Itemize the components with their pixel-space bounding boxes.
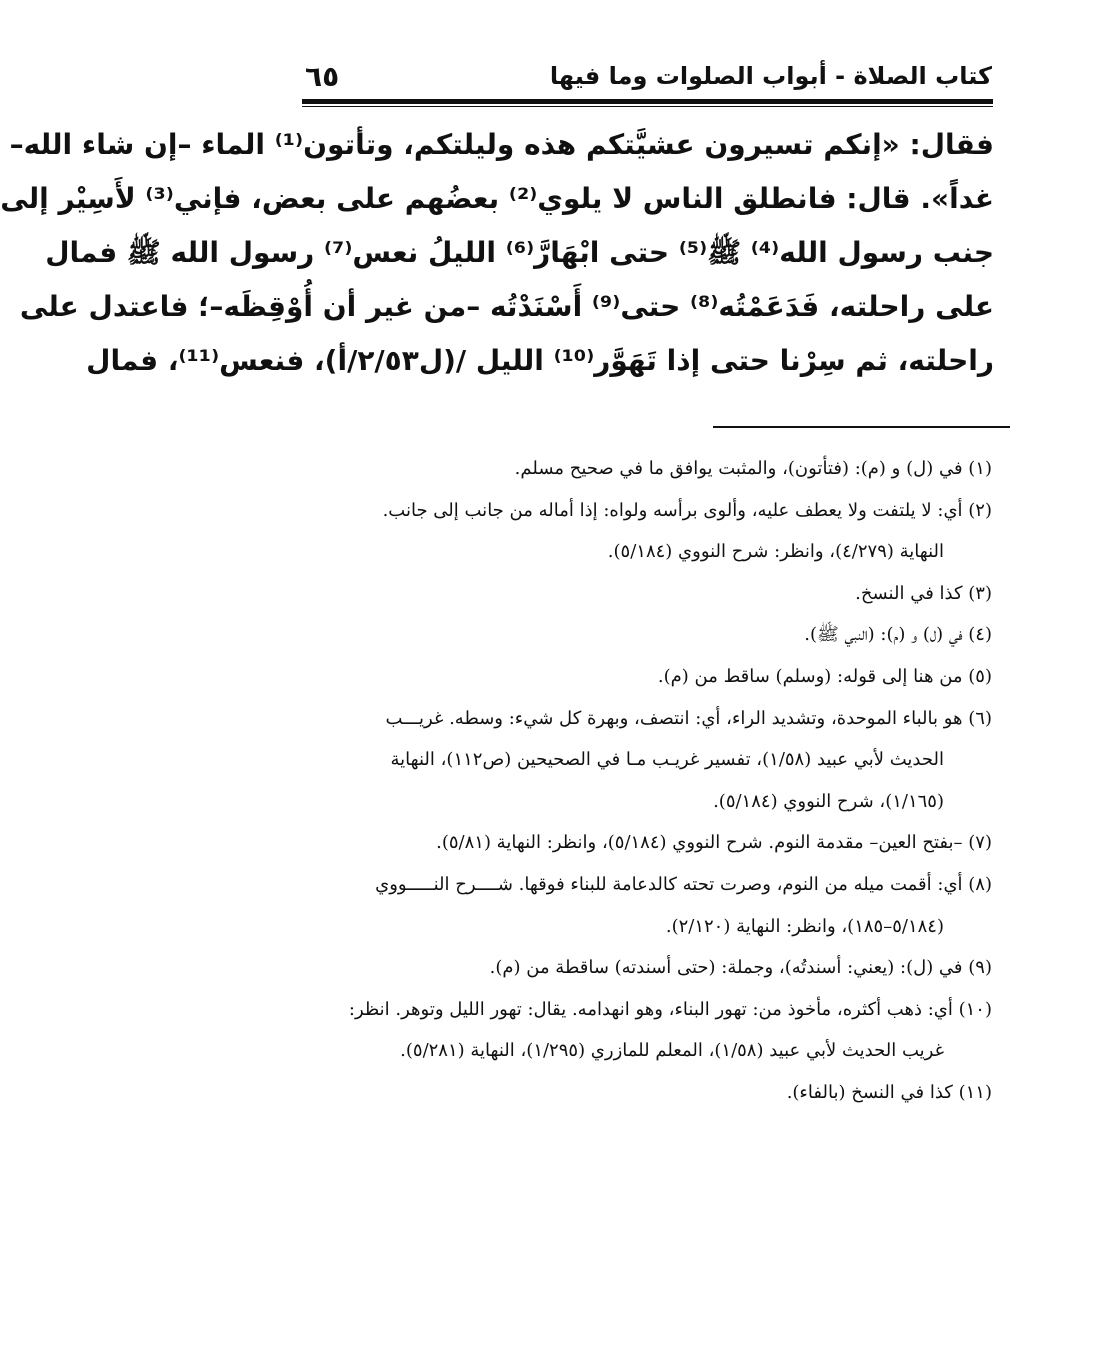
running-header [305,60,992,96]
footnotes [301,448,992,1114]
footnote-2: (٢) أي: لا يلتفت ولا يعطف عليه، وألوى برأسه ولواه: إذا أماله من جانب إلى جانب. [382,499,992,521]
main-text-line: جنب رسول الله⁽⁴⁾ ﷺ⁽⁵⁾ حتى ابْهَارَّ⁽⁶⁾ الليلُ نعس⁽⁷⁾ رسول الله ﷺ فمال [45,236,994,269]
page-number: ٦٥ [305,60,340,93]
main-text-line: غداً». قال: فانطلق الناس لا يلوي⁽²⁾ بعضُهم على بعض، فإني⁽³⁾ لأَسِيْر إلى [0,182,994,215]
header-rule-thin [302,106,993,107]
footnote-9: (٩) في (ل): (يعني: أسندتُه)، وجملة: (حتى أسندته) ساقطة من (م). [489,957,992,979]
main-text-line: فقال: «إنكم تسيرون عشيَّتكم هذه وليلتكم، وتأتون⁽¹⁾ الماء –إن شاء الله– [9,128,994,161]
footnote-3: (٣) كذا في النسخ. [855,582,992,604]
footnote-10: (١٠) أي: ذهب أكثره، مأخوذ من: تهور البناء، وهو انهدامه. يقال: تهور الليل وتوهر. انظر: [348,998,992,1020]
footnote-8-continuation: (٥/١٨٤–١٨٥)، وانظر: النهاية (٢/١٢٠). [665,915,944,937]
footnote-2-continuation: النهاية (٤/٢٧٩)، وانظر: شرح النووي (٥/١٨٤). [607,541,944,563]
header-rule-thick [302,99,993,104]
footnote-1: (١) في (ل) و (م): (فتأتون)، والمثبت يوافق ما في صحيح مسلم. [514,458,992,479]
main-text-line: راحلته، ثم سِرْنا حتى إذا تَهَوَّر⁽¹⁰⁾ الليل /(ل٢/٥٣/أ)، فنعس⁽¹¹⁾، فمال [86,344,994,377]
header-title: كتاب الصلاة - أبواب الصلوات وما فيها [549,62,992,90]
footnote-5: (٥) من هنا إلى قوله: (وسلم) ساقط من (م). [657,665,992,687]
footnote-6: (٦) هو بالباء الموحدة، وتشديد الراء، أي: انتصف، وبهرة كل شيء: وسطه. غريـــب [385,707,992,729]
footnote-7: (٧) –بفتح العين– مقدمة النوم. شرح النووي (٥/١٨٤)، وانظر: النهاية (٥/٨١). [436,832,992,854]
footnote-6-continuation: (١/١٦٥)، شرح النووي (٥/١٨٤). [713,790,944,812]
footnote-4: (٤) في (ل) و (م): (النبي ﷺ). [804,624,992,646]
footnote-separator [713,426,1010,428]
main-text-line: على راحلته، فَدَعَمْتُه⁽⁸⁾ حتى⁽⁹⁾ أَسْنَدْتُه –من غير أن أُوْقِظَه–؛ فاعتدل على [19,290,994,323]
footnote-11: (١١) كذا في النسخ (بالفاء). [786,1081,992,1103]
footnote-6-continuation: الحديث لأبي عبيد (١/٥٨)، تفسير غريـب مـا في الصحيحين (ص١١٢)، النهاية [390,749,944,771]
footnote-8: (٨) أي: أقمت ميله من النوم، وصرت تحته كالدعامة للبناء فوقها. شــــرح النـــــووي [375,873,992,895]
footnote-10-continuation: غريب الحديث لأبي عبيد (١/٥٨)، المعلم للمازري (١/٢٩٥)، النهاية (٥/٢٨١). [400,1040,944,1062]
main-text [0,118,994,388]
